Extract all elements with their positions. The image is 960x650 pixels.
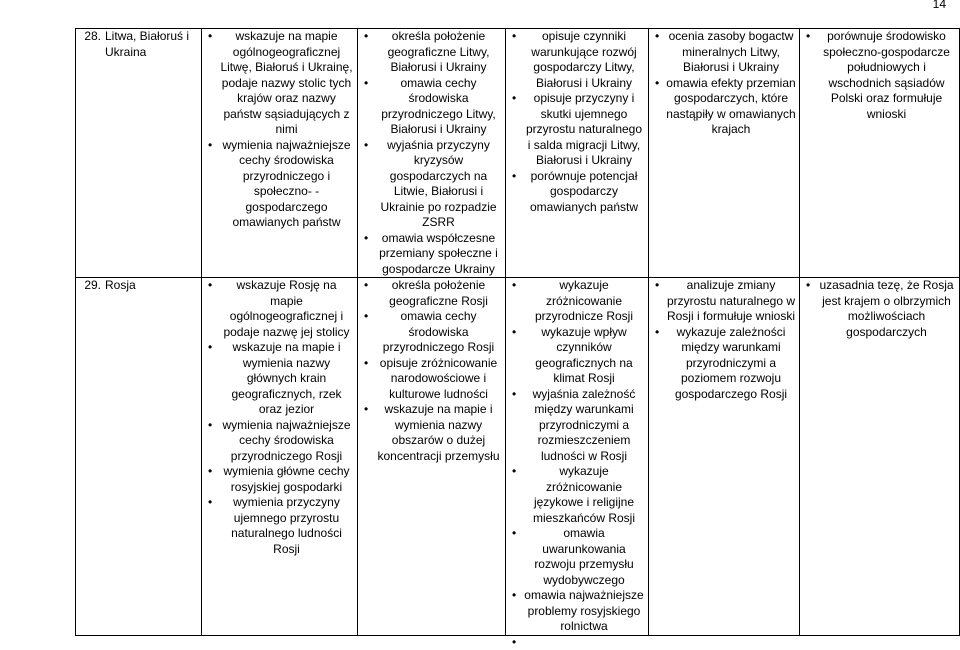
topic-number: 29. [84, 278, 101, 292]
list-item: • wymienia najważniejsze cechy środowiska przyrodniczego Rosji [219, 418, 354, 465]
list-item: • omawia uwarunkowania rozwoju przemysłu wydobywczego [523, 526, 645, 588]
requirements-cell-outstanding [800, 29, 960, 278]
list-item: • wymienia przyczyny ujemnego przyrostu naturalnego ludności Rosji [219, 495, 354, 557]
list-item: • analizuje zmiany przyrostu naturalnego w Rosji i formułuje wnioski [666, 278, 796, 325]
topic-name: Rosja [105, 278, 136, 292]
list-item: • opisuje czynniki warunkujące rozwój gospodarczy Litwy, Białorusi i Ukrainy [523, 29, 645, 91]
page-number: 14 [932, 0, 946, 11]
list-item: • wskazuje Rosję na mapie ogólnogeograficznej i podaje nazwę jej stolicy [219, 278, 354, 340]
list-item: • wymienia główne cechy rosyjskiej gospodarki [219, 464, 354, 495]
list-item: • opisuje przyczyny i skutki ujemnego przyrostu naturalnego i salda migracji Litwy, Białorusi i Ukrainy [523, 91, 645, 169]
list-item: • wskazuje na mapie ogólnogeograficznej Litwę, Białoruś i Ukrainę, podaje nazwy stolic tych krajów oraz nazwy państw sąsiadujących z nimi [219, 29, 354, 138]
list-item: • omawia najważniejsze problemy rosyjskiego rolnictwa [523, 588, 645, 635]
list-item: • wyjaśnia zależność między warunkami przyrodniczymi a rozmieszczeniem ludności w Rosji [523, 387, 645, 465]
table-row-28 [76, 29, 960, 278]
list-item: • omawia cechy środowiska przyrodniczego Litwy, Białorusi i Ukrainy [375, 76, 502, 138]
list-item: • omawia efekty przemian gospodarczych, które nastąpiły w omawianych krajach [666, 76, 796, 138]
requirements-cell-excellent [649, 29, 800, 278]
requirements-cell-basic [202, 29, 358, 278]
list-item: • wskazuje na mapie i wymienia nazwy głównych krain geograficznych, rzek oraz jezior [219, 340, 354, 418]
requirements-cell-outstanding [800, 278, 960, 636]
requirements-cell-advanced [506, 29, 649, 278]
requirements-cell-excellent [649, 278, 800, 636]
list-item: • porównuje potencjał gospodarczy omawianych państw [523, 169, 645, 216]
curriculum-table [75, 28, 960, 636]
list-item: • wykazuje zróżnicowanie językowe i religijne mieszkańców Rosji [523, 464, 645, 526]
topic-cell [76, 29, 202, 278]
requirements-cell-basic [202, 278, 358, 636]
requirements-cell-extended [358, 29, 506, 278]
table-row-29 [76, 278, 960, 636]
list-item: • uzasadnia tezę, że Rosja jest krajem o olbrzymich możliwościach gospodarczych [817, 278, 956, 340]
list-item: • omawia cechy środowiska przyrodniczego Rosji [375, 309, 502, 356]
list-item: • porównuje środowisko społeczno-gospodarcze południowych i wschodnich sąsiadów Polski oraz formułuje wnioski [817, 29, 956, 122]
list-item: • omawia współczesne przemiany społeczne i gospodarcze Ukrainy [375, 231, 502, 278]
requirements-cell-advanced [506, 278, 649, 636]
list-item: • wykazuje zależności między warunkami przyrodniczymi a poziomem rozwoju gospodarczego Rosji [666, 325, 796, 403]
topic-number: 28. [84, 29, 101, 43]
list-item: • określa położenie geograficzne Rosji [375, 278, 502, 309]
list-item: • ocenia zasoby bogactw mineralnych Litwy, Białorusi i Ukrainy [666, 29, 796, 76]
list-item: • określa położenie geograficzne Litwy, Białorusi i Ukrainy [375, 29, 502, 76]
list-item: • wykazuje wpływ czynników geograficznych na klimat Rosji [523, 325, 645, 387]
topic-cell [76, 278, 202, 636]
list-item: • opisuje zróżnicowanie narodowościowe i kulturowe ludności [375, 356, 502, 403]
list-item: • wykazuje zróżnicowanie przyrodnicze Rosji [523, 278, 645, 325]
list-item: • wymienia najważniejsze cechy środowiska przyrodniczego i społeczno- -gospodarczego omawianych państw [219, 138, 354, 231]
requirements-cell-extended [358, 278, 506, 636]
topic-name: Litwa, Białoruś i Ukraina [105, 29, 190, 59]
list-item: • wskazuje na mapie i wymienia nazwy obszarów o dużej koncentracji przemysłu [375, 402, 502, 464]
list-item: • wyjaśnia przyczyny kryzysów gospodarczych na Litwie, Białorusi i Ukrainie po rozpadzie ZSRR [375, 138, 502, 231]
